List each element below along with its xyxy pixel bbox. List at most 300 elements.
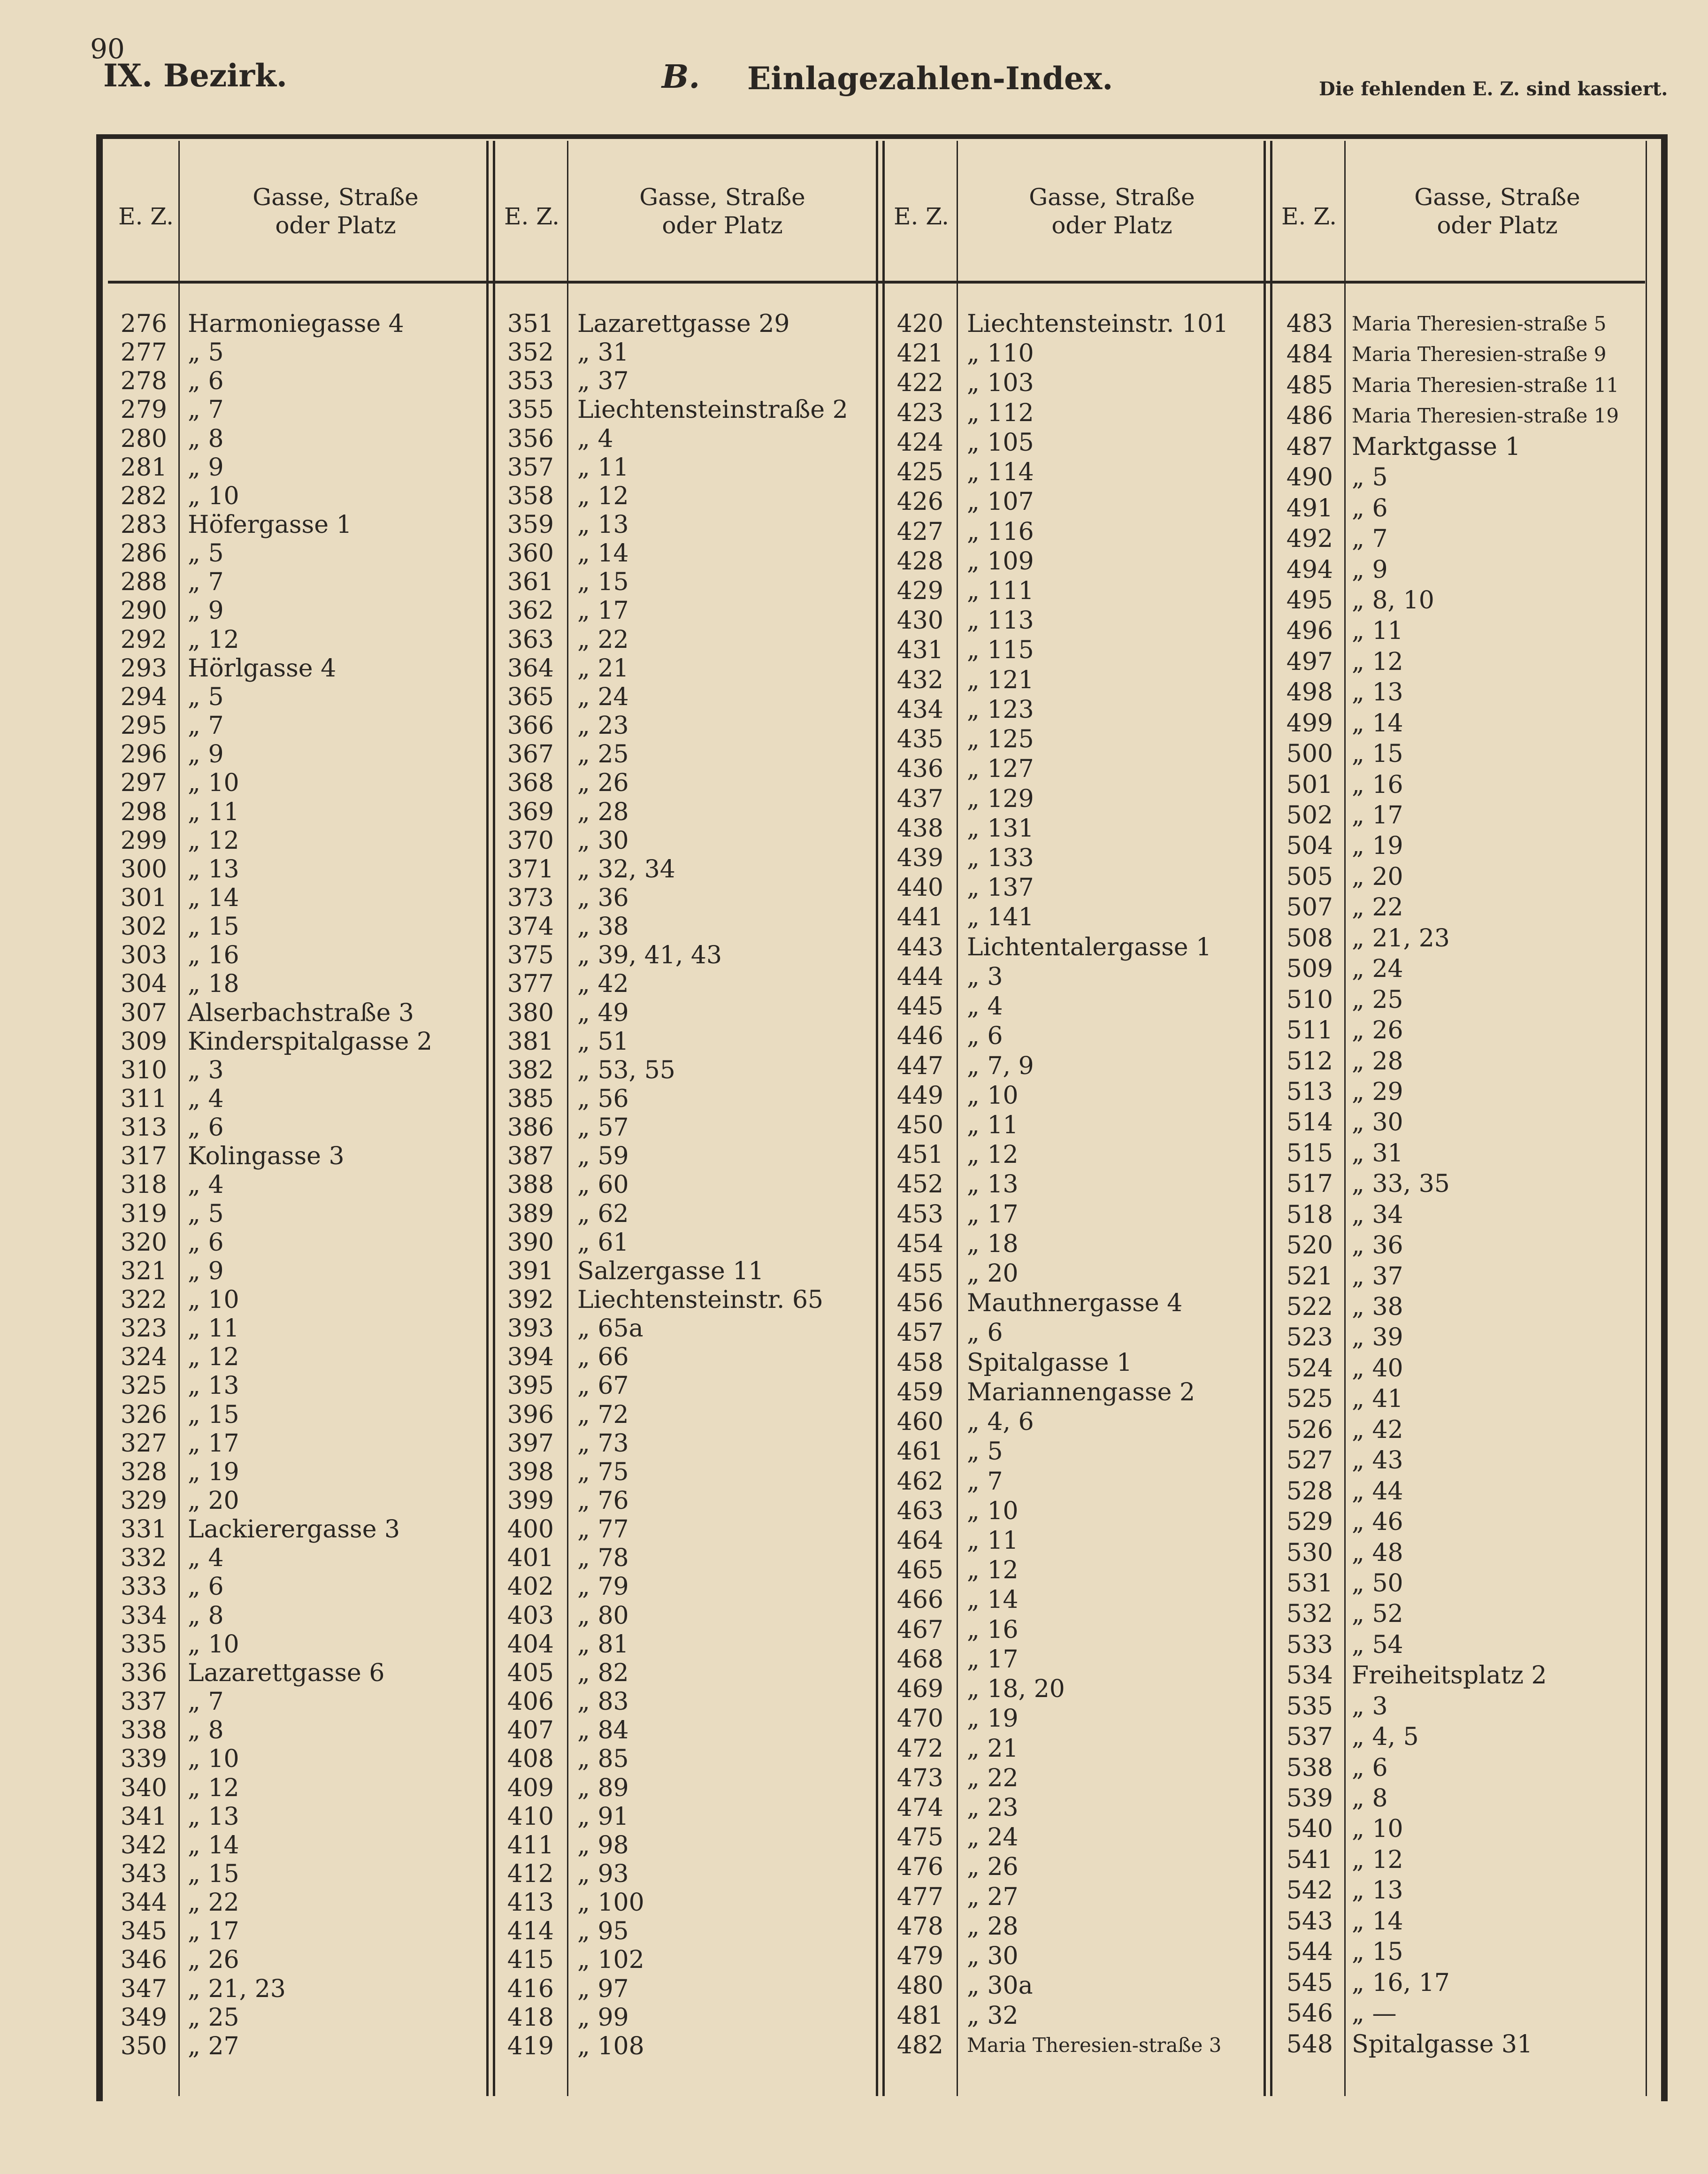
ez-number: 522 [1286,1293,1333,1321]
ez-number: 425 [896,458,943,487]
street-entry: „ 52 [1352,1600,1403,1629]
ez-number: 394 [507,1343,554,1372]
ez-number: 452 [896,1170,943,1199]
street-entry: „ 19 [188,1458,239,1486]
street-entry: „ 100 [577,1889,644,1917]
ez-number: 454 [896,1229,943,1258]
ez-number: 446 [896,1022,943,1051]
ez-number: 479 [896,1942,943,1971]
street-entry: „ 141 [967,903,1034,932]
ez-number: 447 [896,1052,943,1080]
col-divider [1270,141,1272,2096]
ez-number: 322 [120,1286,167,1314]
ez-number: 403 [507,1601,554,1630]
street-entry: „ 137 [967,874,1034,902]
ez-number: 498 [1286,678,1333,707]
ez-number: 358 [507,482,554,510]
ez-number: 462 [896,1467,943,1496]
street-entry: „ 56 [577,1084,629,1113]
ez-number: 508 [1286,924,1333,953]
ez-number: 546 [1286,1999,1333,2028]
street-entry: „ 23 [577,712,629,740]
ez-number: 453 [896,1200,943,1229]
ez-number: 341 [120,1802,167,1831]
ez-number: 342 [120,1831,167,1859]
ez-number: 401 [507,1544,554,1573]
street-entry: „ 21, 23 [1352,924,1450,953]
street-entry: „ 31 [577,338,629,367]
ez-number: 501 [1286,770,1333,799]
ez-number: 410 [507,1802,554,1831]
street-entry: „ 6 [188,1573,224,1601]
ez-number: 430 [896,607,943,635]
street-entry: „ 15 [577,568,629,597]
street-entry: „ 115 [967,636,1034,665]
street-entry: „ 53, 55 [577,1056,675,1084]
ez-number: 362 [507,597,554,625]
ez-number: 382 [507,1056,554,1084]
ez-number: 323 [120,1314,167,1343]
ez-number: 292 [120,625,167,654]
ez-number: 324 [120,1343,167,1372]
street-entry: „ 10 [188,1630,239,1659]
ez-number: 530 [1286,1538,1333,1567]
street-entry: „ 93 [577,1859,629,1888]
street-entry: „ 91 [577,1802,629,1831]
street-entry: „ 5 [1352,463,1388,492]
ez-number: 495 [1286,586,1333,615]
street-entry: „ 30 [577,826,629,855]
ez-number: 365 [507,683,554,711]
street-entry: „ 48 [1352,1538,1403,1567]
street-entry: Alserbachstraße 3 [188,999,414,1027]
ez-number: 505 [1286,862,1333,891]
ez-number: 441 [896,903,943,932]
street-entry: „ 30 [967,1942,1019,1971]
ez-number: 279 [120,396,167,424]
street-entry: „ 102 [577,1946,644,1974]
street-entry: „ 25 [1352,985,1403,1014]
street-entry: „ 131 [967,814,1034,843]
ez-number: 360 [507,539,554,568]
ez-number: 339 [120,1745,167,1774]
ez-number: 387 [507,1142,554,1171]
street-entry: „ 18 [188,970,239,999]
header-ez-1: E. Z. [118,203,174,230]
street-entry: „ 13 [188,855,239,883]
ez-number: 528 [1286,1477,1333,1506]
ez-number: 283 [120,511,167,539]
ez-number: 496 [1286,617,1333,645]
header-street-4: Gasse, Straße oder Platz [1414,184,1580,239]
street-entry: „ 109 [967,547,1034,576]
ez-number: 500 [1286,740,1333,768]
ez-number: 391 [507,1257,554,1285]
street-entry: „ 116 [967,517,1034,546]
street-entry: „ 6 [188,1114,224,1142]
street-entry: „ 114 [967,458,1034,487]
ez-number: 357 [507,453,554,482]
ez-number: 412 [507,1859,554,1888]
ez-number: 297 [120,769,167,798]
street-entry: „ 22 [967,1764,1019,1792]
ez-number: 473 [896,1764,943,1792]
ez-number: 276 [120,310,167,338]
street-entry: „ 26 [967,1853,1019,1882]
street-entry: „ 40 [1352,1354,1403,1383]
col-divider [1344,141,1346,2096]
ez-number: 514 [1286,1108,1333,1137]
street-entry: „ 4, 6 [967,1408,1034,1437]
street-entry: „ 103 [967,369,1034,398]
col-divider [567,141,568,2096]
ez-number: 299 [120,826,167,855]
ez-number: 529 [1286,1508,1333,1536]
ez-number: 371 [507,855,554,883]
ez-number: 293 [120,654,167,683]
street-entry: „ 13 [1352,1876,1403,1905]
street-entry: „ 95 [577,1917,629,1946]
ez-number: 463 [896,1497,943,1525]
ez-number: 533 [1286,1630,1333,1659]
street-entry: „ 65a [577,1314,643,1343]
street-entry: „ 72 [577,1400,629,1429]
ez-number: 298 [120,798,167,826]
ez-number: 531 [1286,1569,1333,1598]
street-entry: „ 38 [1352,1293,1403,1321]
ez-number: 307 [120,999,167,1027]
street-entry: Lazarettgasse 29 [577,310,790,338]
ez-number: 389 [507,1199,554,1228]
street-entry: „ 6 [1352,494,1388,522]
ez-number: 397 [507,1429,554,1458]
ez-number: 351 [507,310,554,338]
index-title: Einlagezahlen-Index. [747,60,1113,97]
street-entry: „ 22 [188,1889,239,1917]
col-divider [493,141,495,2096]
street-entry: „ 4 [967,992,1003,1021]
ez-number: 465 [896,1556,943,1585]
street-entry: „ 44 [1352,1477,1403,1506]
header-street-3: Gasse, Straße oder Platz [1029,184,1195,239]
ez-number: 370 [507,826,554,855]
ez-number: 537 [1286,1723,1333,1751]
street-entry: „ 9 [188,740,224,769]
street-entry: „ 4 [188,1171,224,1199]
street-entry: Lazarettgasse 6 [188,1659,385,1687]
ez-number: 542 [1286,1876,1333,1905]
street-entry: „ 6 [967,1319,1003,1347]
ez-number: 328 [120,1458,167,1486]
ez-number: 438 [896,814,943,843]
street-entry: „ 80 [577,1601,629,1630]
street-entry: „ 5 [188,539,224,568]
street-entry: „ 84 [577,1716,629,1745]
street-entry: „ 133 [967,844,1034,872]
ez-number: 369 [507,798,554,826]
street-entry: „ 85 [577,1745,629,1774]
street-entry: Marktgasse 1 [1352,432,1521,461]
ez-number: 413 [507,1889,554,1917]
street-entry: „ 43 [1352,1446,1403,1475]
street-entry: „ 46 [1352,1508,1403,1536]
ez-number: 361 [507,568,554,597]
street-entry: „ 11 [1352,617,1403,645]
street-entry: „ 14 [1352,1907,1403,1936]
street-entry: „ 21 [967,1734,1019,1763]
street-entry: „ 83 [577,1688,629,1716]
ez-number: 423 [896,399,943,427]
street-entry: „ 30 [1352,1108,1403,1137]
col-divider [882,141,885,2096]
ez-number: 494 [1286,555,1333,584]
ez-number: 367 [507,740,554,769]
ez-number: 459 [896,1378,943,1406]
ez-number: 399 [507,1487,554,1515]
street-entry: „ 27 [967,1882,1019,1911]
ez-number: 544 [1286,1938,1333,1967]
street-entry: „ 82 [577,1659,629,1687]
ez-number: 406 [507,1688,554,1716]
col-divider [876,141,878,2096]
street-entry: „ 12 [967,1141,1019,1169]
ez-number: 333 [120,1573,167,1601]
street-entry: „ 11 [967,1527,1019,1555]
street-entry: „ 14 [1352,709,1403,737]
ez-number: 409 [507,1774,554,1802]
street-entry: „ 29 [1352,1077,1403,1106]
ez-number: 385 [507,1084,554,1113]
ez-number: 539 [1286,1784,1333,1813]
street-entry: „ 39 [1352,1323,1403,1352]
ez-number: 355 [507,396,554,424]
ez-number: 443 [896,933,943,961]
ez-number: 329 [120,1487,167,1515]
street-entry: Liechtensteinstr. 101 [967,310,1229,338]
street-entry: „ 3 [967,962,1003,991]
street-entry: „ 36 [577,883,629,912]
street-entry: „ 19 [1352,832,1403,860]
street-entry: „ 3 [1352,1692,1388,1721]
ez-number: 481 [896,2001,943,2030]
ez-number: 476 [896,1853,943,1882]
ez-number: 422 [896,369,943,398]
street-entry: „ 54 [1352,1630,1403,1659]
ez-number: 502 [1286,801,1333,830]
ez-number: 364 [507,654,554,683]
street-entry: Maria Theresien-straße 5 [1352,312,1607,335]
street-entry: „ 59 [577,1142,629,1171]
street-entry: „ 5 [188,1199,224,1228]
ez-number: 428 [896,547,943,576]
street-entry: „ 23 [967,1794,1019,1822]
street-entry: „ 26 [577,769,629,798]
street-entry: „ 78 [577,1544,629,1573]
ez-number: 404 [507,1630,554,1659]
ez-number: 426 [896,488,943,516]
street-entry: Maria Theresien-straße 19 [1352,404,1619,428]
ez-number: 469 [896,1675,943,1704]
ez-number: 420 [896,310,943,338]
ez-number: 510 [1286,985,1333,1014]
street-entry: „ 16 [188,941,239,970]
street-entry: Spitalgasse 1 [967,1348,1133,1377]
ez-number: 499 [1286,709,1333,737]
street-entry: „ 79 [577,1573,629,1601]
street-entry: „ 12 [188,826,239,855]
ez-number: 353 [507,367,554,396]
ez-number: 523 [1286,1323,1333,1352]
street-entry: „ 8 [188,424,224,453]
street-entry: „ 11 [577,453,629,482]
ez-number: 277 [120,338,167,367]
ez-number: 525 [1286,1385,1333,1413]
street-entry: „ 7 [188,712,224,740]
street-entry: „ 38 [577,913,629,941]
ez-number: 301 [120,883,167,912]
ez-number: 310 [120,1056,167,1084]
ez-number: 388 [507,1171,554,1199]
street-entry: Spitalgasse 31 [1352,2030,1533,2059]
street-entry: „ 13 [188,1802,239,1831]
ez-number: 294 [120,683,167,711]
ez-number: 517 [1286,1170,1333,1198]
ez-number: 485 [1286,371,1333,399]
street-entry: „ 12 [1352,1845,1403,1874]
ez-number: 311 [120,1084,167,1113]
street-entry: „ 31 [1352,1139,1403,1168]
street-entry: Freiheitsplatz 2 [1352,1661,1547,1690]
ez-number: 337 [120,1688,167,1716]
street-entry: „ 24 [967,1823,1019,1852]
ez-number: 486 [1286,402,1333,430]
street-entry: „ 8 [188,1601,224,1630]
street-entry: „ 73 [577,1429,629,1458]
street-entry: „ 99 [577,2003,629,2032]
street-entry: „ 127 [967,755,1034,784]
street-entry: „ 28 [967,1912,1019,1941]
street-entry: „ 15 [188,913,239,941]
street-entry: Harmoniegasse 4 [188,310,404,338]
street-entry: „ 12 [967,1556,1019,1585]
ez-number: 290 [120,597,167,625]
page-number: 90 [90,33,125,65]
ez-number: 541 [1286,1845,1333,1874]
street-entry: „ 4 [577,424,613,453]
street-entry: Lichtentalergasse 1 [967,933,1212,961]
ez-number: 509 [1286,955,1333,983]
ez-number: 415 [507,1946,554,1974]
ez-number: 548 [1286,2030,1333,2059]
street-entry: „ 81 [577,1630,629,1659]
ez-number: 527 [1286,1446,1333,1475]
ez-number: 431 [896,636,943,665]
ez-number: 332 [120,1544,167,1573]
ez-number: 282 [120,482,167,510]
col-divider [1264,141,1266,2096]
ez-number: 450 [896,1111,943,1139]
ez-number: 346 [120,1946,167,1974]
ez-number: 375 [507,941,554,970]
ez-number: 356 [507,424,554,453]
col-divider [486,141,489,2096]
ez-number: 320 [120,1228,167,1257]
street-entry: „ 49 [577,999,629,1027]
street-entry: „ 12 [188,1343,239,1372]
street-entry: Maria Theresien-straße 11 [1352,373,1619,397]
street-entry: „ 10 [967,1081,1019,1110]
street-entry: „ 11 [188,1314,239,1343]
ez-number: 325 [120,1372,167,1400]
street-entry: „ 37 [577,367,629,396]
street-entry: Liechtensteinstraße 2 [577,396,848,424]
ez-number: 444 [896,962,943,991]
street-entry: „ 37 [1352,1262,1403,1291]
street-entry: „ 12 [577,482,629,510]
street-entry: „ 34 [1352,1200,1403,1229]
ez-number: 518 [1286,1200,1333,1229]
street-entry: Hörlgasse 4 [188,654,337,683]
ez-number: 424 [896,428,943,457]
ez-number: 429 [896,576,943,605]
ez-number: 411 [507,1831,554,1859]
street-entry: „ 32, 34 [577,855,675,883]
street-entry: „ 13 [577,511,629,539]
street-entry: Liechtensteinstr. 65 [577,1286,824,1314]
street-entry: „ 4 [188,1084,224,1113]
ez-number: 491 [1286,494,1333,522]
street-entry: „ 25 [188,2003,239,2032]
street-entry: „ 107 [967,488,1034,516]
street-entry: „ 27 [188,2032,239,2060]
ez-number: 318 [120,1171,167,1199]
ez-number: 313 [120,1114,167,1142]
street-entry: „ 17 [967,1200,1019,1229]
ez-number: 526 [1286,1415,1333,1444]
street-entry: „ 39, 41, 43 [577,941,722,970]
ez-number: 390 [507,1228,554,1257]
ez-number: 521 [1286,1262,1333,1291]
ez-number: 373 [507,883,554,912]
ez-number: 545 [1286,1968,1333,1997]
ez-number: 445 [896,992,943,1021]
street-entry: „ 20 [1352,862,1403,891]
ez-number: 386 [507,1114,554,1142]
street-entry: „ 5 [188,683,224,711]
street-entry: „ 15 [1352,1938,1403,1967]
street-entry: „ 10 [1352,1815,1403,1844]
street-entry: „ 9 [188,1257,224,1285]
ez-number: 432 [896,666,943,694]
street-entry: „ 89 [577,1774,629,1802]
ez-number: 540 [1286,1815,1333,1844]
street-entry: „ 57 [577,1114,629,1142]
street-entry: „ 42 [1352,1415,1403,1444]
street-entry: „ 16, 17 [1352,1968,1450,1997]
ez-number: 475 [896,1823,943,1852]
ez-number: 286 [120,539,167,568]
street-entry: „ 66 [577,1343,629,1372]
col-divider [1646,141,1647,2096]
ez-number: 456 [896,1289,943,1318]
street-entry: „ 10 [188,769,239,798]
street-entry: „ 4 [188,1544,224,1573]
street-entry: „ 18, 20 [967,1675,1065,1704]
ez-number: 538 [1286,1753,1333,1782]
street-entry: „ 21 [577,654,629,683]
ez-number: 437 [896,784,943,813]
ez-number: 436 [896,755,943,784]
